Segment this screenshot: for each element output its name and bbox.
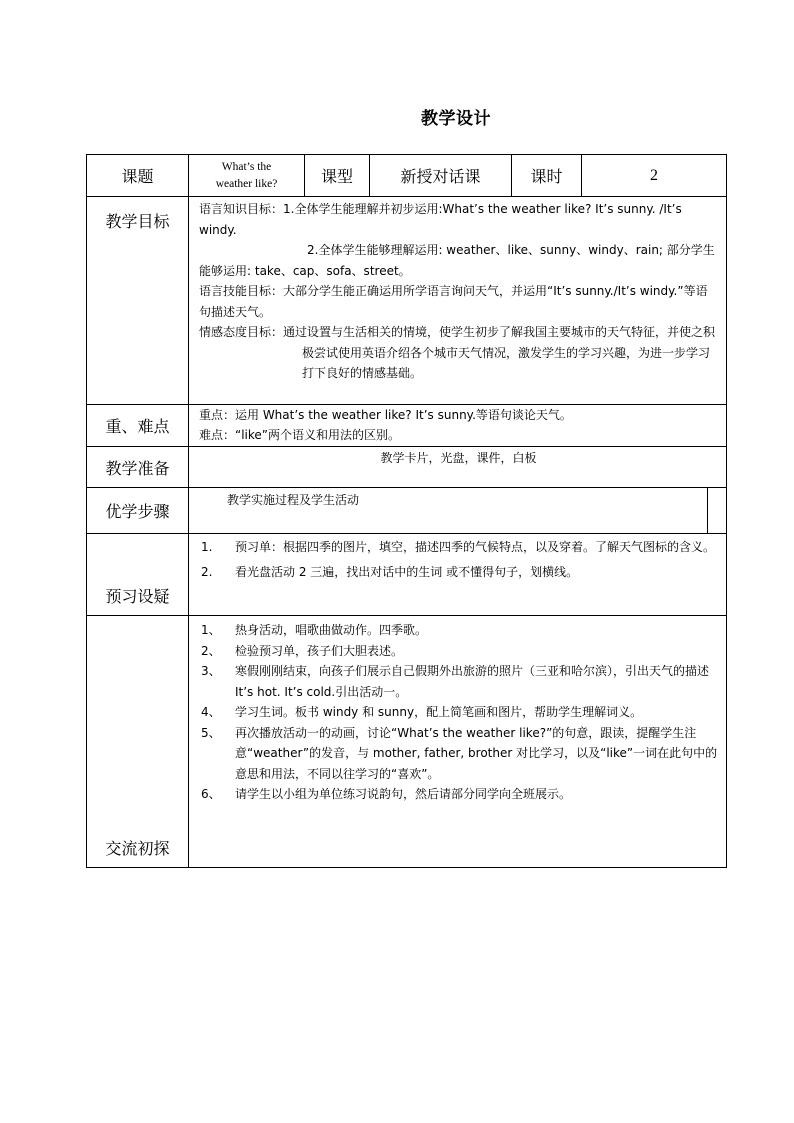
exchange-item-text: 学习生词。板书 windy 和 sunny，配上简笔画和图片，帮助学生理解词义。 [235, 705, 643, 719]
exchange-item-number: 6、 [201, 787, 221, 801]
keypoint-line-1: 重点：运用 What’s the weather like? It’s sunny.等语句谈论天气。 [199, 408, 572, 422]
period-label: 课时 [512, 155, 582, 197]
goal-line-skill: 语言技能目标：大部分学生能正确运用所学语言询问天气，并运用“It’s sunny./It’s windy.”等语句描述天气。 [199, 284, 708, 319]
goal-line-emotion: 情感态度目标：通过设置与生活相关的情境，使学生初步了解我国主要城市的天气特征，并使之积极尝试使用英语介绍各个城市天气情况，激发学生的学习兴趣，为进一步学习打下良好的情感基础。 [199, 325, 716, 380]
preparation-label: 教学准备 [87, 447, 189, 488]
preview-item [201, 537, 718, 558]
keypoint-line-2: 难点：“like”两个语义和用法的区别。 [199, 428, 401, 442]
goal-line-knowledge-2: 2.全体学生能够理解运用: weather、like、sunny、windy、rain; 部分学生能够运用: take、cap、sofa、street。 [199, 243, 715, 278]
lesson-plan-table [86, 154, 727, 868]
exchange-row [87, 616, 727, 868]
document-title: 教学设计 [421, 109, 491, 129]
type-value: 新授对话课 [370, 155, 512, 197]
preview-item-text: 看光盘活动 2 三遍，找出对话中的生词 或不懂得句子，划横线。 [235, 564, 579, 579]
keypoints-label: 重、难点 [87, 405, 189, 447]
topic-value-line-2: weather like? [215, 177, 278, 190]
exchange-item-number: 4、 [201, 705, 221, 719]
preview-item [201, 562, 718, 583]
preview-row [87, 534, 727, 616]
exchange-item-number: 1、 [201, 623, 221, 637]
steps-value: 教学实施过程及学生活动 [227, 493, 360, 507]
preparation-value: 教学卡片，光盘，课件，白板 [189, 447, 727, 488]
exchange-item [201, 641, 718, 662]
goal-line-knowledge-1: 语言知识目标：1.全体学生能理解并初步运用:What’s the weather like? It’s sunny. /It’s windy. [199, 202, 682, 237]
exchange-item-text: 再次播放活动一的动画，讨论“What’s the weather like?”的句意，跟读，提醒学生注意“weather”的发音，与 mother, father, brother 对比学习，以及“like”一词在此句中的意思和用法，不同以往学习的“喜欢”。 [235, 725, 718, 781]
keypoints-content [189, 405, 727, 447]
preview-item-text: 预习单：根据四季的图片，填空，描述四季的气候特点，以及穿着。了解天气图标的含义。 [235, 540, 716, 554]
preview-label: 预习设疑 [87, 534, 189, 616]
exchange-item [201, 620, 718, 641]
steps-cell [189, 488, 727, 534]
exchange-item [201, 702, 718, 723]
exchange-item [201, 661, 718, 702]
type-label: 课型 [305, 155, 370, 197]
exchange-item-number: 3、 [201, 664, 221, 678]
keypoints-row [87, 405, 727, 447]
exchange-item [201, 723, 718, 785]
exchange-item-text: 寒假刚刚结束，向孩子们展示自己假期外出旅游的照片（三亚和哈尔滨），引出天气的描述 It’s hot. It’s cold.引出活动一。 [235, 664, 710, 699]
preview-content [189, 534, 727, 616]
exchange-item-text: 检验预习单，孩子们大胆表述。 [235, 643, 404, 658]
preview-item-number: 1. [201, 540, 213, 554]
exchange-item-text: 请学生以小组为单位练习说韵句，然后请部分同学向全班展示。 [235, 787, 572, 801]
steps-label: 优学步骤 [87, 488, 189, 534]
exchange-item [201, 784, 718, 805]
exchange-item-number: 2、 [201, 643, 221, 658]
exchange-item-number: 5、 [201, 725, 221, 740]
topic-value [189, 155, 305, 197]
preview-item-number: 2. [201, 564, 213, 579]
goals-label: 教学目标 [87, 197, 189, 405]
topic-label: 课题 [87, 155, 189, 197]
exchange-item-text: 热身活动，唱歌曲做动作。四季歌。 [235, 623, 428, 637]
goals-content [189, 197, 727, 405]
header-row [87, 155, 727, 197]
steps-row [87, 488, 727, 534]
preparation-row [87, 447, 727, 488]
period-value: 2 [582, 155, 727, 197]
exchange-label: 交流初探 [87, 616, 189, 868]
steps-side-column [707, 488, 726, 533]
exchange-content [189, 616, 727, 868]
goals-row [87, 197, 727, 405]
topic-value-line-1: What’s the [221, 160, 272, 173]
